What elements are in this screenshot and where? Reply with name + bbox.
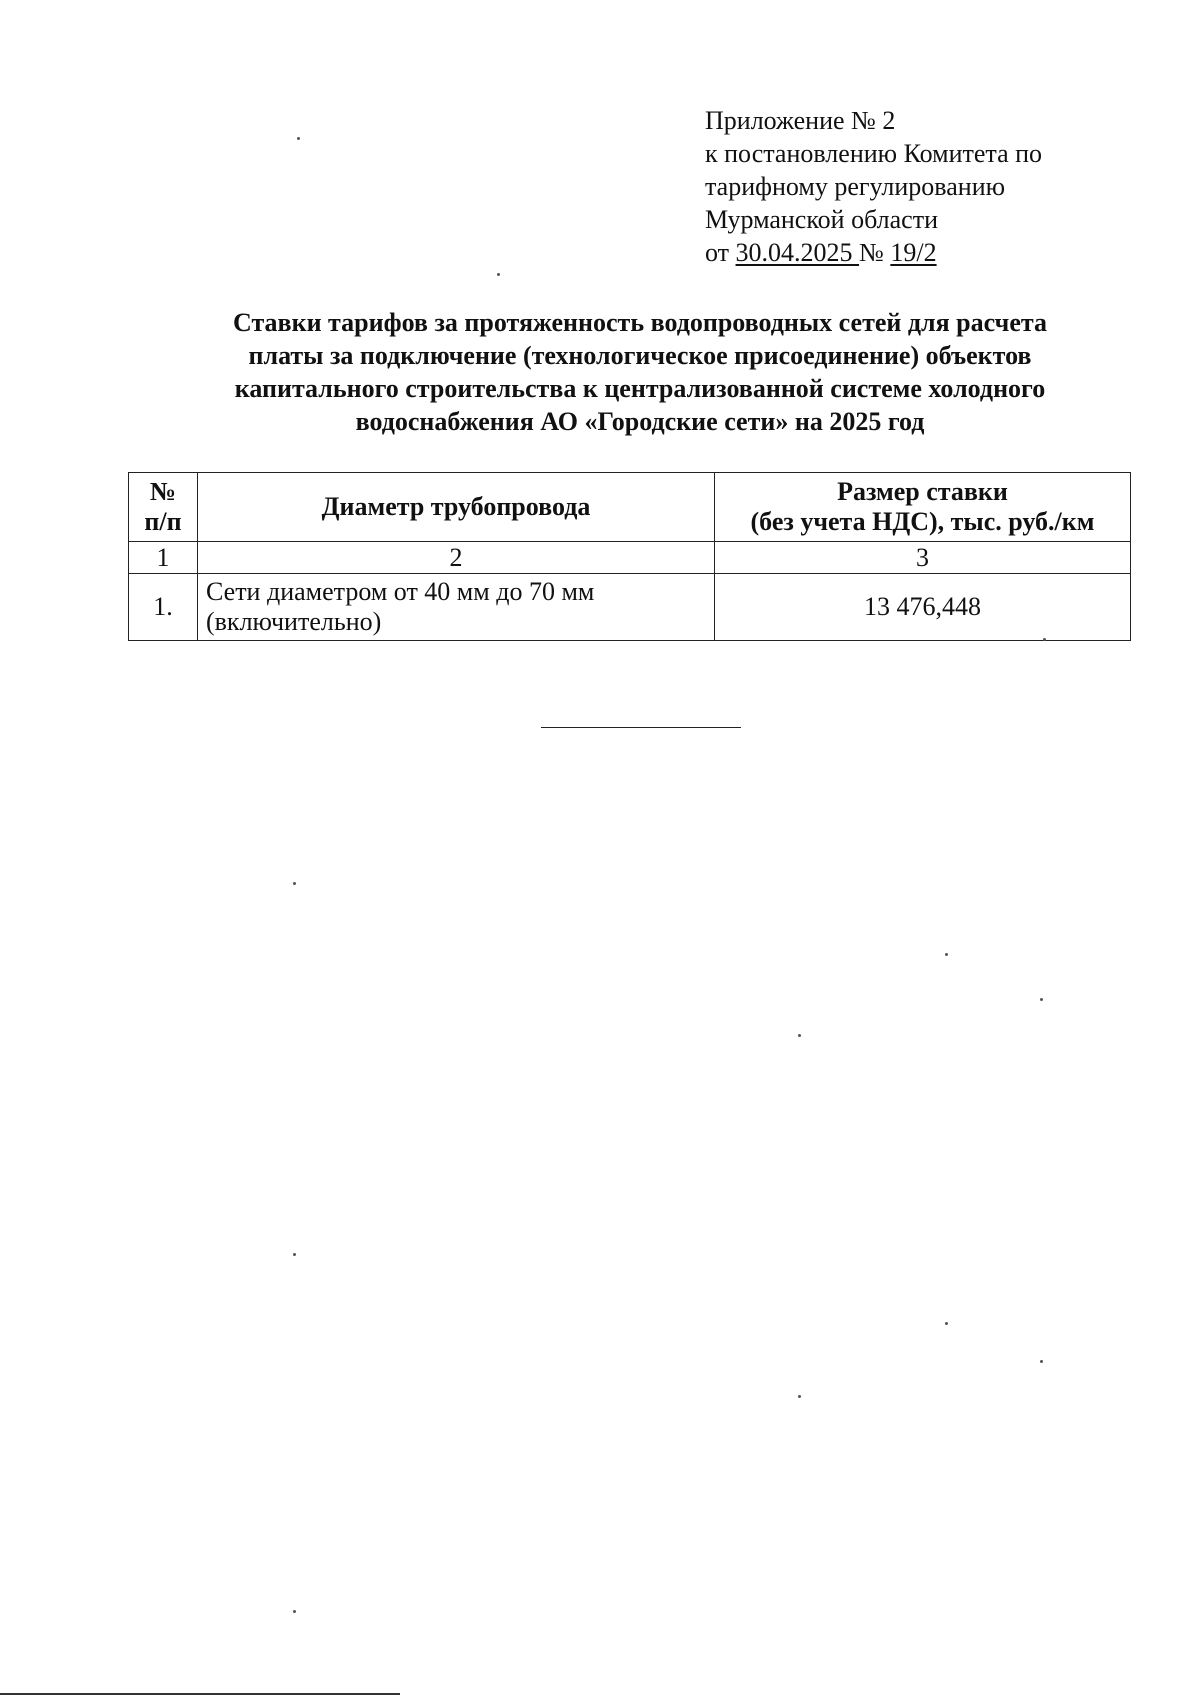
scan-speck <box>798 1034 801 1037</box>
scan-speck <box>1043 638 1046 641</box>
column-numbers-row <box>129 542 1131 574</box>
scan-speck <box>293 882 296 885</box>
scan-speck <box>945 953 948 956</box>
column-number-1: 1 <box>129 542 198 574</box>
table-row <box>129 574 1131 641</box>
scan-speck <box>1040 998 1043 1001</box>
header-rate-line-1: Размер ставки <box>837 477 1008 506</box>
column-number-2: 2 <box>198 542 715 574</box>
header-rate <box>715 473 1131 542</box>
appendix-line-4: Мурманской области <box>705 205 938 234</box>
row-rate: 13 476,448 <box>715 574 1131 641</box>
appendix-date-line <box>705 236 1145 269</box>
header-index-line-2: п/п <box>144 507 182 536</box>
date-prefix: от <box>705 238 736 267</box>
appendix-header <box>705 104 1145 269</box>
row-diameter-line-1: Сети диаметром от 40 мм до 70 мм <box>206 577 595 606</box>
rates-table <box>128 472 1131 641</box>
resolution-date: 30.04.2025 <box>735 238 860 267</box>
scan-speck <box>293 1610 296 1613</box>
row-diameter <box>198 574 715 641</box>
bottom-edge-rule <box>0 1693 400 1695</box>
scan-speck <box>945 1322 948 1325</box>
scan-speck <box>293 1253 296 1256</box>
title-line-3: капитального строительства к централизованной системе холодного <box>234 374 1046 403</box>
row-diameter-line-2: (включительно) <box>206 607 382 636</box>
scan-speck <box>297 137 300 140</box>
header-diameter: Диаметр трубопровода <box>198 473 715 542</box>
document-title <box>150 306 1130 438</box>
title-line-4: водоснабжения АО «Городские сети» на 2025 год <box>355 407 925 436</box>
title-line-1: Ставки тарифов за протяженность водопроводных сетей для расчета <box>233 308 1047 337</box>
table-header-row <box>129 473 1131 542</box>
title-line-2: платы за подключение (технологическое присоединение) объектов <box>248 341 1032 370</box>
header-rate-line-2: (без учета НДС), тыс. руб./км <box>750 507 1095 536</box>
appendix-line-1: Приложение № 2 <box>705 106 896 135</box>
row-index: 1. <box>129 574 198 641</box>
closing-separator-line <box>541 727 741 728</box>
appendix-line-3: тарифному регулированию <box>705 172 1006 201</box>
scan-speck <box>798 1395 801 1398</box>
header-index-line-1: № <box>149 477 177 506</box>
column-number-3: 3 <box>715 542 1131 574</box>
scan-speck <box>497 273 500 276</box>
resolution-number: 19/2 <box>890 238 937 267</box>
header-index <box>129 473 198 542</box>
appendix-line-2: к постановлению Комитета по <box>705 139 1043 168</box>
scan-speck <box>1040 1360 1043 1363</box>
number-prefix: № <box>859 238 891 267</box>
